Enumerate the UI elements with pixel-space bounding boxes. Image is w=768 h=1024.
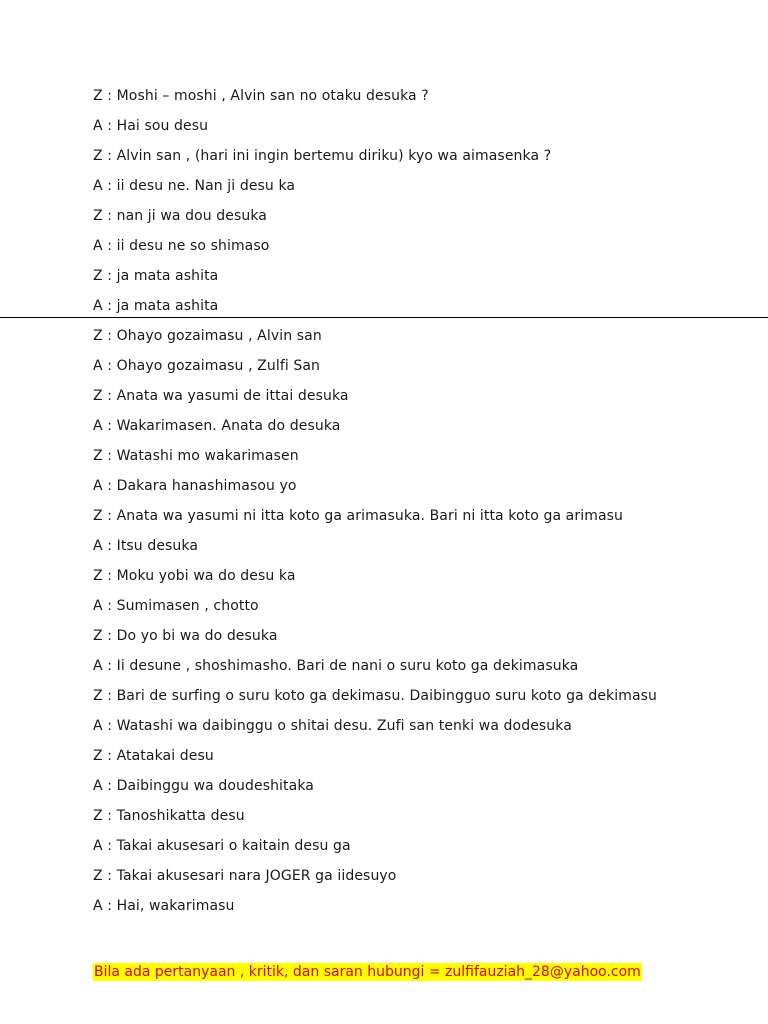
dialogue-line: Z : Moshi – moshi , Alvin san no otaku desuka ?	[93, 88, 429, 104]
dialogue-line: A : Watashi wa daibinggu o shitai desu. Zufi san tenki wa dodesuka	[93, 718, 572, 734]
section-divider	[0, 317, 768, 318]
dialogue-line: A : ja mata ashita	[93, 298, 219, 314]
dialogue-line: A : ii desu ne. Nan ji desu ka	[93, 178, 296, 194]
dialogue-line: A : Hai sou desu	[93, 118, 209, 134]
dialogue-line: Z : Do yo bi wa do desuka	[93, 628, 278, 644]
dialogue-line: Z : ja mata ashita	[93, 268, 219, 284]
dialogue-line: A : Takai akusesari o kaitain desu ga	[93, 838, 351, 854]
dialogue-line: A : Daibinggu wa doudeshitaka	[93, 778, 314, 794]
dialogue-line: A : Wakarimasen. Anata do desuka	[93, 418, 341, 434]
dialogue-line: Z : Alvin san , (hari ini ingin bertemu diriku) kyo wa aimasenka ?	[93, 148, 552, 164]
dialogue-line: Z : Anata wa yasumi ni itta koto ga arimasuka. Bari ni itta koto ga arimasu	[93, 508, 623, 524]
dialogue-line: A : ii desu ne so shimaso	[93, 238, 270, 254]
dialogue-line: Z : Moku yobi wa do desu ka	[93, 568, 296, 584]
dialogue-line: Z : Watashi mo wakarimasen	[93, 448, 299, 464]
dialogue-line: A : Dakara hanashimasou yo	[93, 478, 297, 494]
contact-footer: Bila ada pertanyaan , kritik, dan saran hubungi = zulfifauziah_28@yahoo.com	[94, 964, 641, 980]
dialogue-line: A : Hai, wakarimasu	[93, 898, 235, 914]
dialogue-line: Z : Ohayo gozaimasu , Alvin san	[93, 328, 322, 344]
dialogue-line: Z : nan ji wa dou desuka	[93, 208, 267, 224]
dialogue-line: A : Itsu desuka	[93, 538, 199, 554]
dialogue-line: Z : Takai akusesari nara JOGER ga iidesuyo	[93, 868, 397, 884]
dialogue-line: A : Ohayo gozaimasu , Zulfi San	[93, 358, 321, 374]
dialogue-line: Z : Tanoshikatta desu	[93, 808, 245, 824]
dialogue-line: A : Ii desune , shoshimasho. Bari de nani o suru koto ga dekimasuka	[93, 658, 579, 674]
dialogue-line: Z : Bari de surfing o suru koto ga dekimasu. Daibingguo suru koto ga dekimasu	[93, 688, 658, 704]
dialogue-line: A : Sumimasen , chotto	[93, 598, 259, 614]
dialogue-line: Z : Anata wa yasumi de ittai desuka	[93, 388, 349, 404]
dialogue-line: Z : Atatakai desu	[93, 748, 214, 764]
